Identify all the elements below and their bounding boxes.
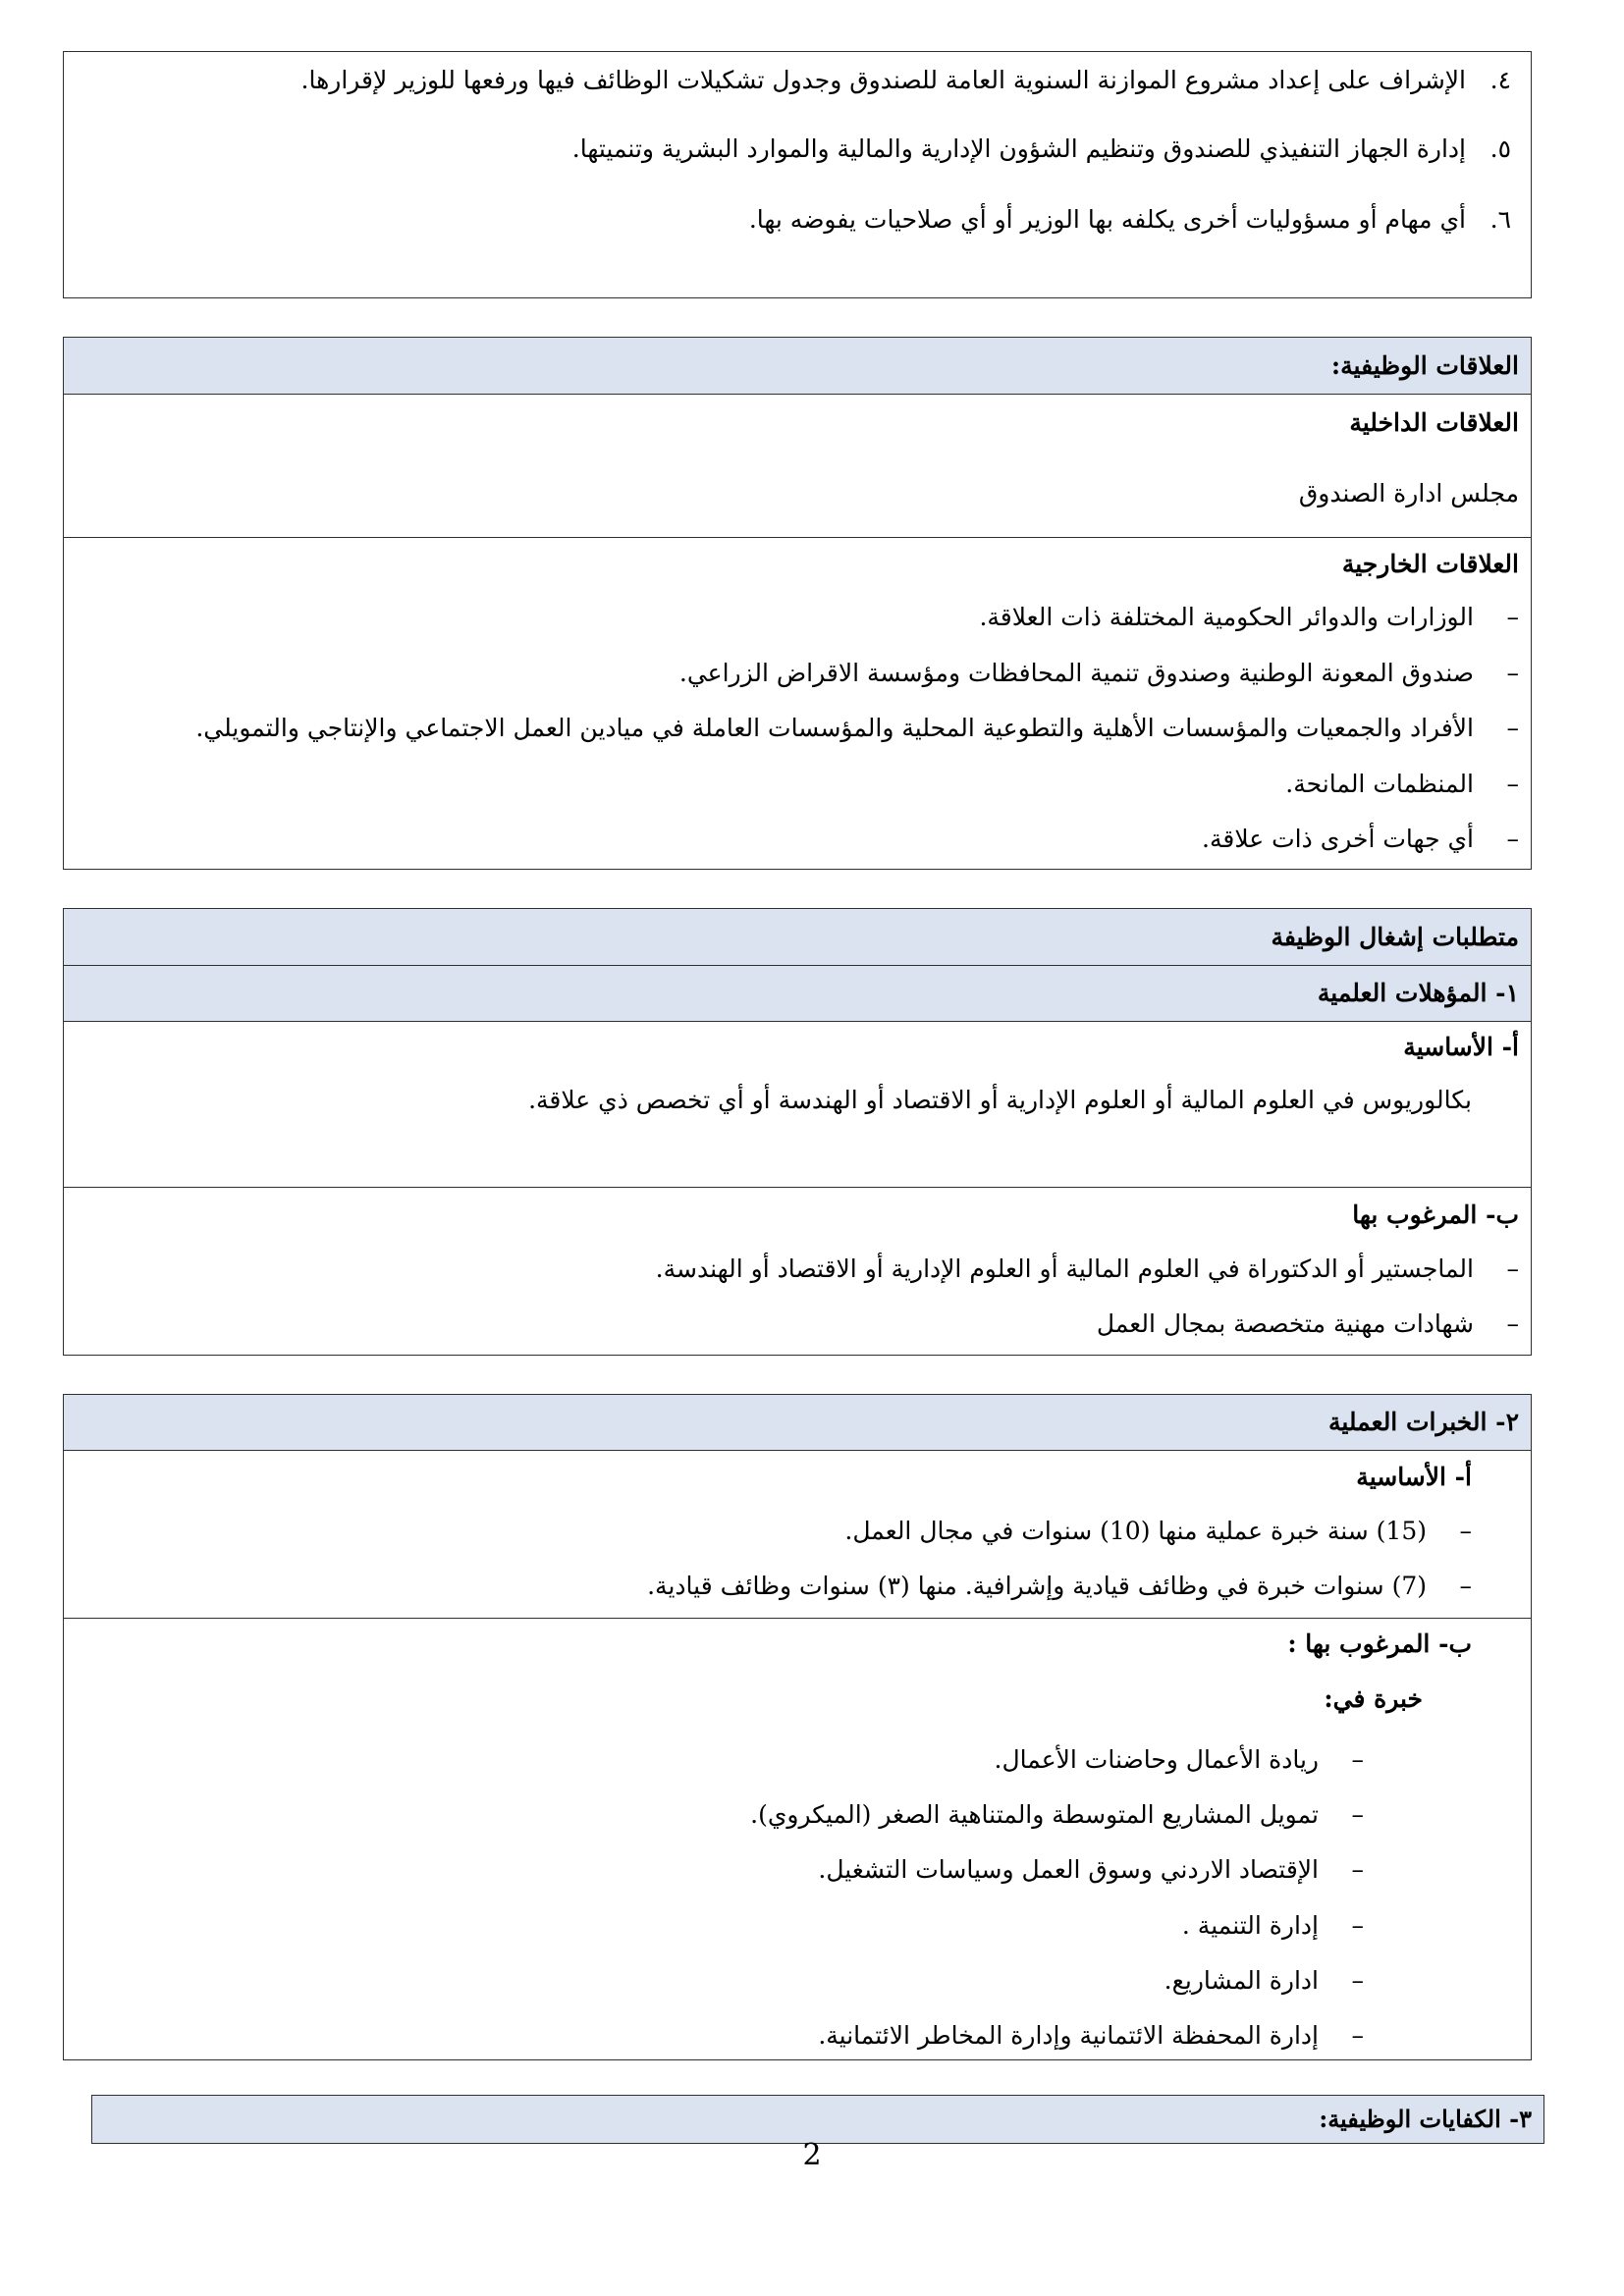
list-item: –ريادة الأعمال وحاضنات الأعمال. [76,1743,1364,1777]
dash-bullet: – [1459,1572,1472,1600]
experience-title: ٢- الخبرات العملية [1327,1408,1519,1436]
dash-bullet: – [1351,1966,1364,1995]
preferred-qualifications-title: ب- المرغوب بها [1352,1201,1519,1229]
dash-bullet: – [1506,714,1519,742]
list-item: –الماجستير أو الدكتوراة في العلوم المالية أو العلوم الإدارية أو الاقتصاد أو الهندسة. [76,1253,1519,1286]
duty-item: ٥.إدارة الجهاز التنفيذي للصندوق وتنظيم الشؤون الإدارية والمالية والموارد البشرية وتنميتها. [571,134,1511,163]
dash-bullet: – [1506,659,1519,687]
basic-qualifications-text: بكالوريوس في العلوم المالية أو العلوم الإدارية أو الاقتصاد أو الهندسة أو أي تخصص ذي علاقة. [528,1086,1472,1114]
dash-bullet: – [1351,1800,1364,1829]
relations-title: العلاقات الوظيفية: [1330,351,1519,380]
basic-qualifications-title: أ- الأساسية [1403,1033,1519,1061]
list-item: –إدارة المحفظة الائتمانية وإدارة المخاطر الائتمانية. [76,2019,1364,2053]
list-item: –شهادات مهنية متخصصة بمجال العمل [76,1308,1519,1341]
list-item: –تمويل المشاريع المتوسطة والمتناهية الصغر (الميكروي). [76,1798,1364,1832]
list-item: –الإقتصاد الاردني وسوق العمل وسياسات التشغيل. [76,1853,1364,1887]
dash-bullet: – [1506,770,1519,798]
divider [64,1187,1531,1188]
competencies-title: ٣- الكفايات الوظيفية: [1319,2105,1532,2133]
list-item: –(7) سنوات خبرة في وظائف قيادية وإشرافية. منها (٣) سنوات وظائف قيادية. [76,1570,1472,1603]
preferred-experience-title: ب- المرغوب بها : [1287,1629,1472,1658]
list-item: –ادارة المشاريع. [76,1964,1364,1998]
dash-bullet: – [1506,1255,1519,1283]
qualifications-header [64,966,1531,1022]
experience-header [64,1395,1531,1451]
experience-box [63,1394,1532,2060]
dash-bullet: – [1506,603,1519,631]
list-item: –أي جهات أخرى ذات علاقة. [76,823,1519,856]
internal-relations-title: العلاقات الداخلية [1349,408,1519,437]
internal-relations-text: مجلس ادارة الصندوق [1298,479,1519,507]
dash-bullet: – [1506,1309,1519,1338]
dash-bullet: – [1351,1745,1364,1774]
experience-in-title: خبرة في: [1324,1684,1423,1713]
divider [64,1618,1531,1619]
requirements-box [63,908,1532,1356]
dash-bullet: – [1459,1517,1472,1545]
dash-bullet: – [1351,1911,1364,1940]
basic-experience-title: أ- الأساسية [1356,1463,1472,1491]
competencies-box [91,2095,1544,2144]
requirements-title: متطلبات إشغال الوظيفة [1271,923,1519,951]
dash-bullet: – [1351,1855,1364,1884]
list-item: –الأفراد والجمعيات والمؤسسات الأهلية والتطوعية المحلية والمؤسسات العاملة في ميادين العمل الاجتماعي والإنتاجي والتمويلي. [76,712,1519,745]
duties-box [63,51,1532,298]
dash-bullet: – [1506,825,1519,853]
relations-box [63,337,1532,870]
list-item: –المنظمات المانحة. [76,768,1519,801]
duty-item: ٦.أي مهام أو مسؤوليات أخرى يكلفه بها الوزير أو أي صلاحيات يفوضه بها. [748,205,1511,234]
qualifications-title: ١- المؤهلات العلمية [1317,979,1519,1007]
list-item: –إدارة التنمية . [76,1909,1364,1943]
list-item: –الوزارات والدوائر الحكومية المختلفة ذات العلاقة. [76,601,1519,634]
divider [64,537,1531,538]
dash-bullet: – [1351,2021,1364,2050]
list-item: –(15) سنة خبرة عملية منها (10) سنوات في مجال العمل. [76,1515,1472,1548]
page-number: 2 [802,2138,822,2172]
list-item: –صندوق المعونة الوطنية وصندوق تنمية المحافظات ومؤسسة الاقراض الزراعي. [76,657,1519,690]
duty-item: ٤.الإشراف على إعداد مشروع الموازنة السنوية العامة للصندوق وجدول تشكيلات الوظائف فيها ورفعها للوزير لإقرارها. [300,66,1511,94]
relations-header [64,338,1531,395]
external-relations-title: العلاقات الخارجية [1341,550,1519,578]
requirements-header [64,909,1531,966]
